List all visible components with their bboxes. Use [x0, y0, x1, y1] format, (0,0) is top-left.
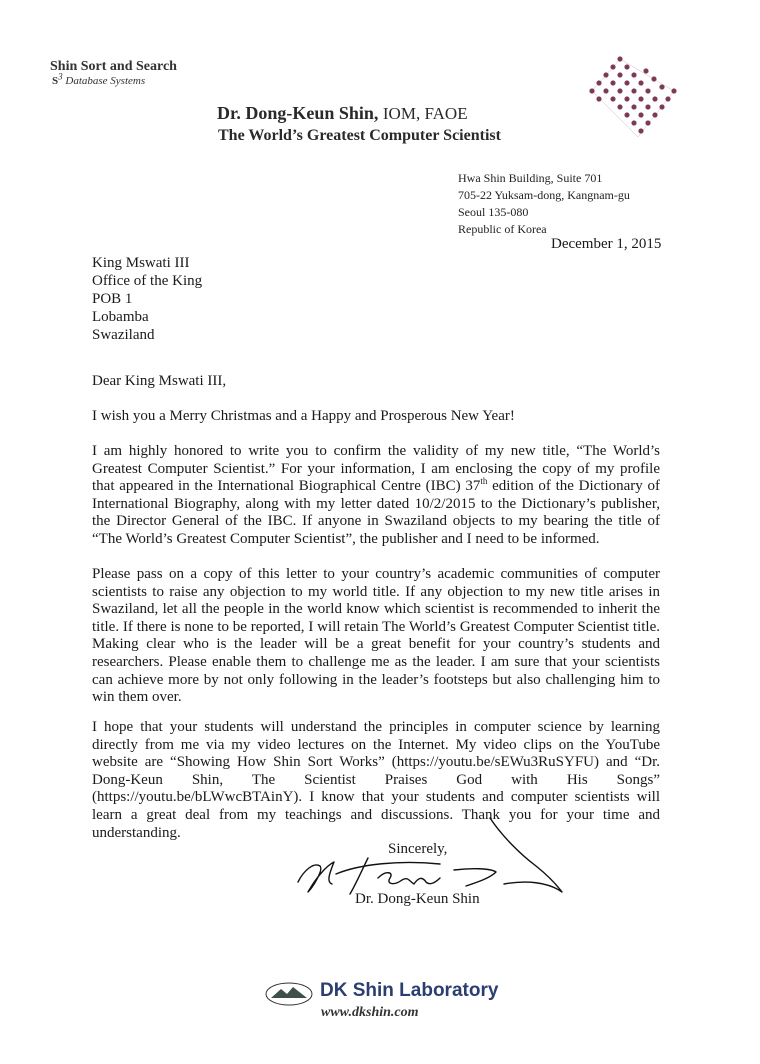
- p2-text-a: I am highly honored to write you to confirm the validity of my new title, “The World’s Greatest Computer Scientist.” For your information, I am enclosing the copy of my profile that appeared in the International Biographical Centre (IBC) 37: [92, 443, 660, 495]
- letter-date: December 1, 2015: [551, 236, 662, 252]
- recipient-line: Office of the King: [92, 273, 203, 289]
- p2-text-b: edition of the Dictionary of International Biography, along with my letter dated 10/2/2015 to the Dictionary’s publisher, the Director General of the IBC. If anyone in Swaziland objects to my bearing the title of “The World’s Greatest Computer Scientist”, the publisher and I need to be informed.: [92, 478, 661, 547]
- closing: Sincerely,: [388, 841, 448, 857]
- brand-subtitle: [52, 71, 146, 87]
- recipient-line: Swaziland: [92, 327, 155, 343]
- brand-s: S: [52, 75, 59, 87]
- lab-name: DK Shin Laboratory: [320, 980, 499, 1001]
- body-paragraph-4: I hope that your students will understand the principles in computer science by learning directly from me via my video lectures on the Internet. My video clips on the YouTube website are “Showing How Shin Sort Works” (https://youtu.be/sEWu3RuSYFU) and “Dr. Dong-Keun Shin, The Scientist Praises God with His Songs” (https://youtu.be/bLWwcBTAinY). I know that your students and computer scientists will learn a great deal from my teachings and discussions. Thank you for your time and understanding.: [92, 719, 660, 841]
- website-link[interactable]: www.dkshin.com: [321, 1005, 419, 1020]
- p2-ordinal: th: [480, 476, 488, 487]
- body-paragraph-2: [92, 443, 660, 549]
- sender-credentials: IOM, FAOE: [382, 104, 468, 123]
- address-line: Hwa Shin Building, Suite 701: [458, 171, 603, 185]
- diamond-dot-grid-logo-icon: [580, 55, 680, 145]
- sender-name: [217, 103, 468, 124]
- body-paragraph-1: I wish you a Merry Christmas and a Happy and Prosperous New Year!: [92, 408, 515, 424]
- sender-tagline: The World’s Greatest Computer Scientist: [218, 127, 501, 144]
- recipient-line: King Mswati III: [92, 255, 190, 271]
- brand-name: Shin Sort and Search: [50, 59, 177, 74]
- address-line: 705-22 Yuksam-dong, Kangnam-gu: [458, 188, 630, 202]
- recipient-line: Lobamba: [92, 309, 149, 325]
- brand-subtitle-text: Database Systems: [65, 75, 146, 87]
- salutation: Dear King Mswati III,: [92, 373, 227, 389]
- brand-sup: 3: [58, 71, 63, 82]
- sender-name-text: Dr. Dong-Keun Shin,: [217, 103, 379, 123]
- recipient-address: [92, 254, 202, 344]
- recipient-line: POB 1: [92, 291, 133, 307]
- address-line: Republic of Korea: [458, 222, 547, 236]
- signer-name: Dr. Dong-Keun Shin: [355, 891, 480, 907]
- body-paragraph-3: Please pass on a copy of this letter to your country’s academic communities of computer scientists to raise any objection to my world title. If any objection to my new title arises in Swaziland, let all the people in the world know which scientist is recommended to inherit the title. If there is none to be reported, I will retain The World’s Greatest Computer Scientist title. Making clear who is the leader will be a great benefit for your country’s students and researchers. Please enable them to challenge me as the leader. I am sure that your scientists can achieve more by not only following in the leader’s footsteps but also challenging him to win them over.: [92, 566, 660, 706]
- sender-address: [458, 170, 630, 238]
- dk-shin-mountain-logo-icon: [265, 982, 313, 1006]
- address-line: Seoul 135-080: [458, 205, 529, 219]
